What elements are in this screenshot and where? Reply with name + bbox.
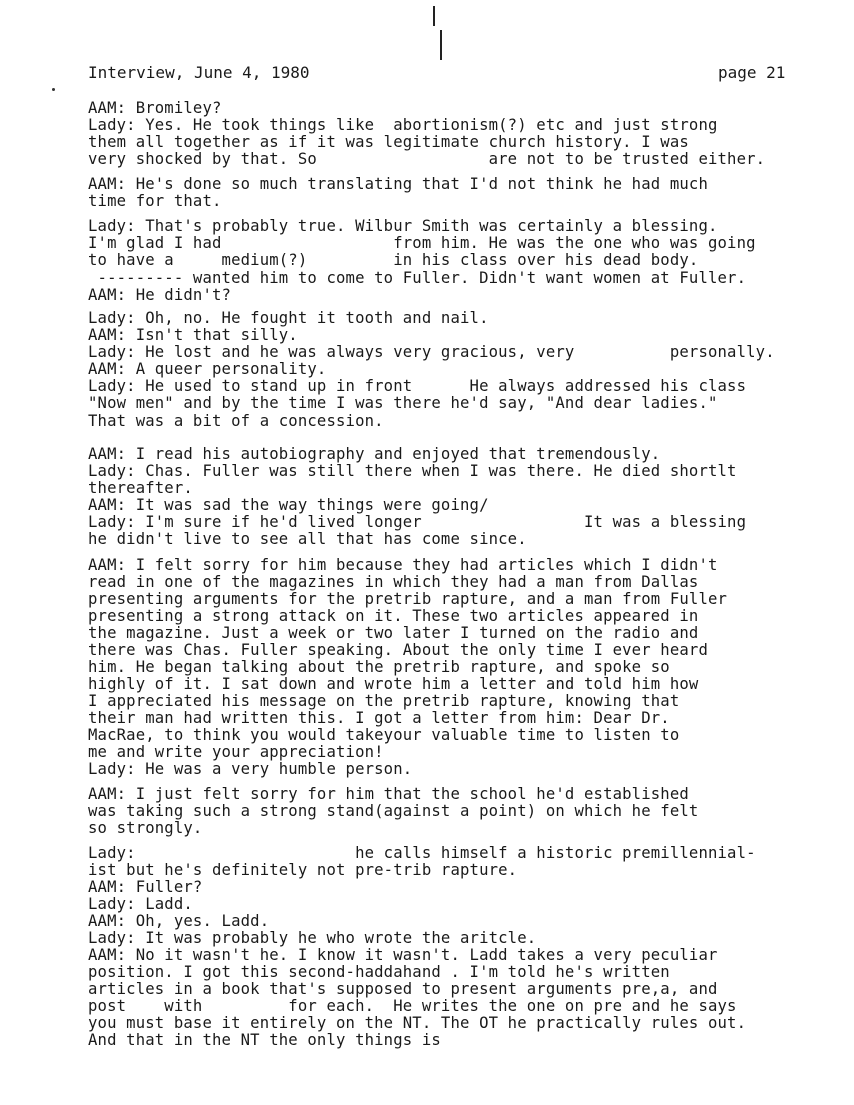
text-line: you must base it entirely on the NT. The OT he practically rules out.: [88, 1014, 747, 1032]
text-line: I'm glad I had from him. He was the one who was going: [88, 234, 756, 252]
text-line: AAM: I read his autobiography and enjoyed that tremendously.: [88, 445, 661, 463]
text-line: AAM: Oh, yes. Ladd.: [88, 912, 270, 930]
text-line: Lady: I'm sure if he'd lived longer It was a blessing: [88, 513, 747, 531]
text-line: the magazine. Just a week or two later I turned on the radio and: [88, 624, 699, 642]
text-line: AAM: It was sad the way things were going/: [88, 496, 489, 514]
text-line: presenting a strong attack on it. These two articles appeared in: [88, 607, 699, 625]
text-line: AAM: He's done so much translating that I'd not think he had much: [88, 175, 708, 193]
text-line: Lady: he calls himself a historic premillennial-: [88, 844, 756, 862]
text-line: read in one of the magazines in which they had a man from Dallas: [88, 573, 699, 591]
text-line: AAM: I just felt sorry for him that the school he'd established: [88, 785, 689, 803]
text-line: AAM: I felt sorry for him because they had articles which I didn't: [88, 556, 718, 574]
text-line: AAM: Bromiley?: [88, 99, 222, 117]
text-line: position. I got this second-haddahand . I'm told he's written: [88, 963, 670, 981]
text-line: he didn't live to see all that has come since.: [88, 530, 527, 548]
text-line: AAM: No it wasn't he. I know it wasn't. Ladd takes a very peculiar: [88, 946, 718, 964]
text-line: articles in a book that's supposed to present arguments pre,a, and: [88, 980, 718, 998]
text-line: MacRae, to think you would takeyour valuable time to listen to: [88, 726, 680, 744]
text-line: presenting arguments for the pretrib rapture, and a man from Fuller: [88, 590, 728, 608]
text-line: very shocked by that. So are not to be trusted either.: [88, 150, 766, 168]
text-line: "Now men" and by the time I was there he'd say, "And dear ladies.": [88, 394, 718, 412]
text-line: Lady: Ladd.: [88, 895, 193, 913]
text-line: time for that.: [88, 192, 222, 210]
text-line: was taking such a strong stand(against a point) on which he felt: [88, 802, 699, 820]
text-line: That was a bit of a concession.: [88, 412, 384, 430]
text-line: I appreciated his message on the pretrib rapture, knowing that: [88, 692, 680, 710]
text-line: Lady: Oh, no. He fought it tooth and nail.: [88, 309, 489, 327]
text-line: AAM: He didn't?: [88, 286, 232, 304]
text-line: highly of it. I sat down and wrote him a letter and told him how: [88, 675, 699, 693]
text-line: Lady: Yes. He took things like abortionism(?) etc and just strong: [88, 116, 718, 134]
text-line: there was Chas. Fuller speaking. About the only time I ever heard: [88, 641, 708, 659]
text-line: Lady: Chas. Fuller was still there when I was there. He died shortlt: [88, 462, 737, 480]
page-number: page 21: [718, 63, 786, 82]
text-line: And that in the NT the only things is: [88, 1031, 441, 1049]
text-line: thereafter.: [88, 479, 193, 497]
text-line: Lady: He was a very humble person.: [88, 760, 413, 778]
text-line: Lady: It was probably he who wrote the aritcle.: [88, 929, 537, 947]
binder-mark-right: [440, 30, 442, 60]
text-line: him. He began talking about the pretrib rapture, and spoke so: [88, 658, 670, 676]
text-line: post with for each. He writes the one on pre and he says: [88, 997, 737, 1015]
speck-mark: [52, 88, 55, 91]
text-line: them all together as if it was legitimate church history. I was: [88, 133, 689, 151]
text-line: ist but he's definitely not pre-trib rapture.: [88, 861, 518, 879]
text-line: Lady: That's probably true. Wilbur Smith was certainly a blessing.: [88, 217, 718, 235]
text-line: --------- wanted him to come to Fuller. Didn't want women at Fuller.: [88, 269, 747, 287]
text-line: to have a medium(?) in his class over his dead body.: [88, 251, 699, 269]
text-line: me and write your appreciation!: [88, 743, 384, 761]
text-line: AAM: A queer personality.: [88, 360, 327, 378]
text-line: AAM: Isn't that silly.: [88, 326, 298, 344]
text-line: their man had written this. I got a letter from him: Dear Dr.: [88, 709, 670, 727]
text-line: AAM: Fuller?: [88, 878, 203, 896]
text-line: Lady: He used to stand up in front He always addressed his class: [88, 377, 747, 395]
text-line: so strongly.: [88, 819, 203, 837]
binder-mark-left: [433, 6, 435, 26]
interview-date-header: Interview, June 4, 1980: [88, 63, 310, 82]
text-line: Lady: He lost and he was always very gracious, very personally.: [88, 343, 775, 361]
